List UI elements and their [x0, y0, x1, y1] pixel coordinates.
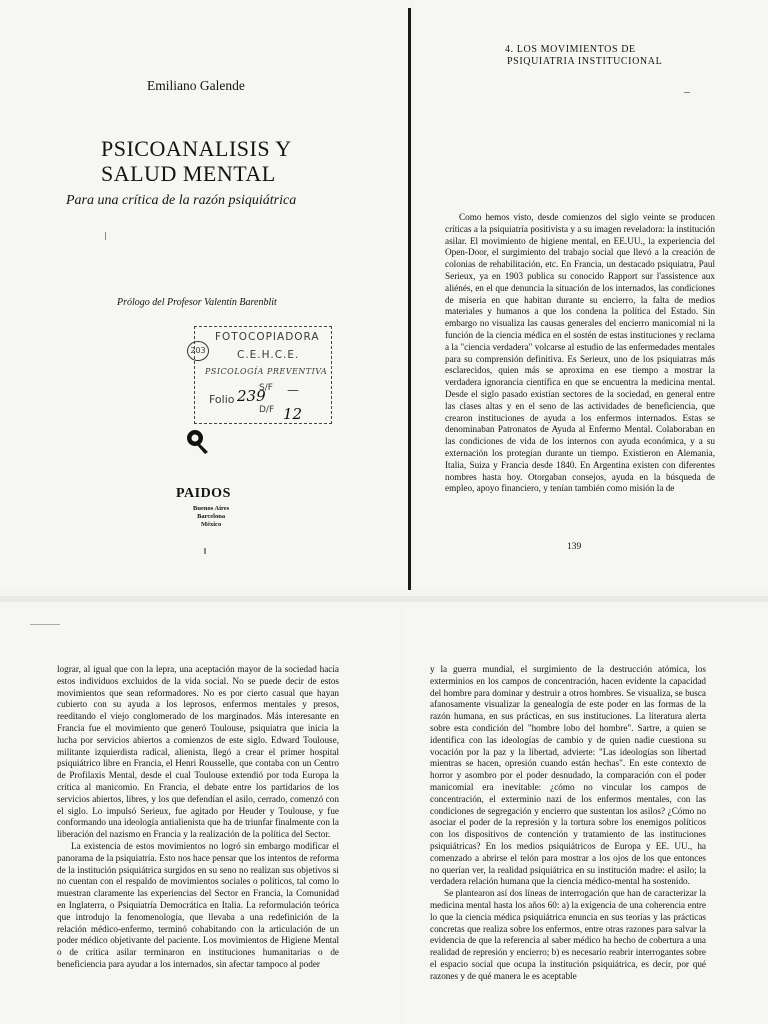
chapter-heading-line-1: 4. LOS MOVIMIENTOS DE	[505, 44, 636, 55]
author-name: Emiliano Galende	[147, 78, 245, 93]
page-right-bottom-body	[430, 664, 706, 983]
stamp-folio-label: Folio	[209, 393, 235, 406]
book-title	[101, 136, 292, 186]
publisher-name: PAIDOS	[176, 486, 231, 501]
photocopy-stamp	[190, 326, 332, 424]
scan-mark	[684, 92, 690, 93]
city-barcelona: Barcelona	[197, 513, 226, 520]
stamp-sf: S/F	[259, 383, 273, 393]
page-left-bottom-body	[57, 664, 339, 971]
chapter-heading	[505, 44, 665, 68]
city-buenos-aires: Buenos Aires	[193, 505, 230, 512]
stamp-department: PSICOLOGÍA PREVENTIVA	[205, 367, 328, 376]
scan-mark	[105, 232, 106, 240]
city-mexico: México	[200, 521, 222, 528]
publisher-cities	[193, 505, 229, 529]
chapter-heading-line-2: PSIQUIATRIA INSTITUCIONAL	[507, 56, 663, 67]
paragraph: lograr, al igual que con la lepra, una aceptación mayor de la sociedad hacia estos individuos excluidos de la vida social. No se puede decir de estos movimientos que sean reformadores. No es por cierto casual que hayan cubierto con su ayuda a los leprosos, enfermos mentales y presos, reeditando el viejo conglomerado de los marginados. Más interesante en Francia fue el movimiento que generó Toulouse, psiquiatra que inicia la lucha por servicios abiertos a comienzos de este siglo. Edward Toulouse, militante izquierdista radical, alienista, llegó a crear el primer hospital psiquiátrico libre en Francia, el Henri Rousselle, que contaba con un Centro de Profilaxis Mental, desde el cual Toulouse extendió por toda Europa la crítica al manicomio. En Francia, el debate entre los partidarios de los servicios abiertos, libres, y los que defendían el asilo, cerrado, comenzó con el siglo. Lo impulsó Serieux, fue agitado por Heuder y Toulouse, y fue conformando una ideología antialienista que ha de triunfar finalmente con la liberación del nazismo en Francia y la realización de la política del Sector.	[57, 664, 339, 840]
paragraph: y la guerra mundial, el surgimiento de la destrucción atómica, los exterminios en los campos de concentración, hacen evidente la capacidad del hombre para dominar y destruir a otros hombres. Se visualiza, se busca afanosamente visualizar la genealogía de este poder en las formas de la razón humana, en sus prácticas, en sus instituciones. La literatura alerta sobre esta condición del "hombre lobo del hombre". Sartre, a quien se identifica con las ideologías de cambio y de quien nadie cuestiona su vocación por la paz y la libertad, advierte: "Las ideologías son libertad mientras se hacen, opresión cuando están hechas". En este contexto de horror y asombro por el poder desnudado, la comparación con el poder manicomial era inevitable: ¿cómo no vincular los campos de concentración, el exterminio nazi de los enfermos mentales, con las condiciones de segregación y encierro que sustentan los asilos? ¿Cómo no asociar el poder de la represión y la tortura sobre los enemigos políticos con los dispositivos de contención y tratamiento de las instituciones psiquiátricas? En los medios psiquiátricos de Europa y EE. UU., ha comenzado a abrirse el telón para mostrar a los ojos de los que entonces no querían ver, la realidad psiquiátrica en su institución madre: el asilo; la verdadera relación humana que la ciencia médico-mental ha sostenido.	[430, 664, 706, 887]
scan-mark	[204, 548, 206, 554]
stamp-df: D/F	[259, 405, 275, 415]
page-139-body	[445, 212, 715, 495]
stamp-folio-number: 239	[237, 387, 266, 405]
book-title-line-1: PSICOANALISIS Y	[101, 136, 292, 161]
scan-mark	[30, 624, 60, 625]
stamp-number: 203	[187, 341, 209, 361]
stamp-title: FOTOCOPIADORA	[215, 331, 320, 343]
page-gutter	[408, 8, 411, 590]
book-subtitle: Para una crítica de la razón psiquiátrica	[66, 193, 297, 208]
book-title-line-2: SALUD MENTAL	[101, 161, 276, 186]
stamp-df-number: 12	[283, 405, 303, 423]
scan-separator	[0, 596, 768, 602]
stamp-dash: —	[287, 383, 299, 397]
paragraph: La existencia de estos movimientos no logró sin embargo modificar el panorama de la psiquiatría. Esto nos hace pensar que los intentos de reforma de la institución psiquiátrica surgidos en su seno no realizan sus objetivos si no cuentan con el respaldo de movimientos sociales o políticos, tal como lo muestran claramente las experiencias del Sector en Francia, la Comunidad en Inglaterra, o Psiquiatría Democrática en Italia. La reformulación teórica que introdujo la fenomenología, que llevaba a una redefinición de la relación médico-enfermo, terminó cohabitando con la articulación de un poder médico objetivante del paciente. Los movimientos de Higiene Mental o de crítica asilar terminaron en instituciones humanitarias o de beneficiencia para ayudar a los internados, sin afectar tampoco al poder	[57, 840, 339, 969]
stamp-org: C.E.H.C.E.	[237, 349, 300, 361]
publisher-logo-icon	[184, 428, 212, 456]
page-number: 139	[567, 542, 582, 552]
prologue-credit: Prólogo del Profesor Valentín Barenblit	[117, 297, 277, 308]
book-cover-page	[0, 0, 410, 590]
paragraph: Se plantearon así dos líneas de interrogación que han de caracterizar la medicina mental hasta los años 60: a) la exigencia de una coherencia entre lo que la ciencia médica psiquiátrica enuncia en sus teorías y las prácticas concretas que realiza sobre los enfermos, entre otras razones para salvar la evidencia de que la referencia al saber médico ha hecho de cobertura a una realidad de represión y encierro; b) es necesario reabrir interrogantes sobre el espacio social que ocupa la institución psiquiátrica, es decir, por qué razones y de qué manera le es aceptable	[430, 888, 706, 981]
paragraph: Como hemos visto, desde comienzos del siglo veinte se producen críticas a la psiquiatría positivista y a su imagen reveladora: la institución asilar. El movimiento de higiene mental, en EE.UU., la experiencia del Open-Door, el surgimiento del trabajo social que llevó a la creación de colonias de rehabilitación, etc. En Francia, un destacado psiquiatra, Paul Serieux, ya en 1903 publica su conocido Rapport sur l'assistence aux aliénés, en el que denuncia la situación de los internados, las condiciones de miseria en que habitan durante su encierro, la falta de medios materiales y humanos a que los condena la política del Estado. Sin embargo no visualiza las causas generales del encierro manicomial ni la función de la ciencia médica en el sostén de estas instituciones y reclama a la "ciencia verdadera" volcarse al estudio de las enfermedades mentales para su comprensión definitiva. Es Serieux, uno de los psiquiatras más esclarecidos, quien más se aproxima en ese tiempo a mostrar la verdadera ignorancia científica en que se encuentra la medicina mental. Desde el siglo pasado existían sectores de la sociedad, en general entre las clases altas y en el seno de las actividades de beneficiencia, que crearon instituciones de ayuda a los enfermos internados. Estas se denominaban Patronatos de Ayuda al Enfermo Mental. Colaboraban en las condiciones de vida de los internos con ayuda económica, y a su externación los protegían durante un tiempo. Existieron en Alemania, Italia, Suiza y Francia desde 1840. En Argentina existen con diferentes nombres hasta hoy. Otorgaban consejos, ayuda en la búsqueda de empleo, apoyo financiero, y tenían también como misión la de	[445, 212, 715, 494]
